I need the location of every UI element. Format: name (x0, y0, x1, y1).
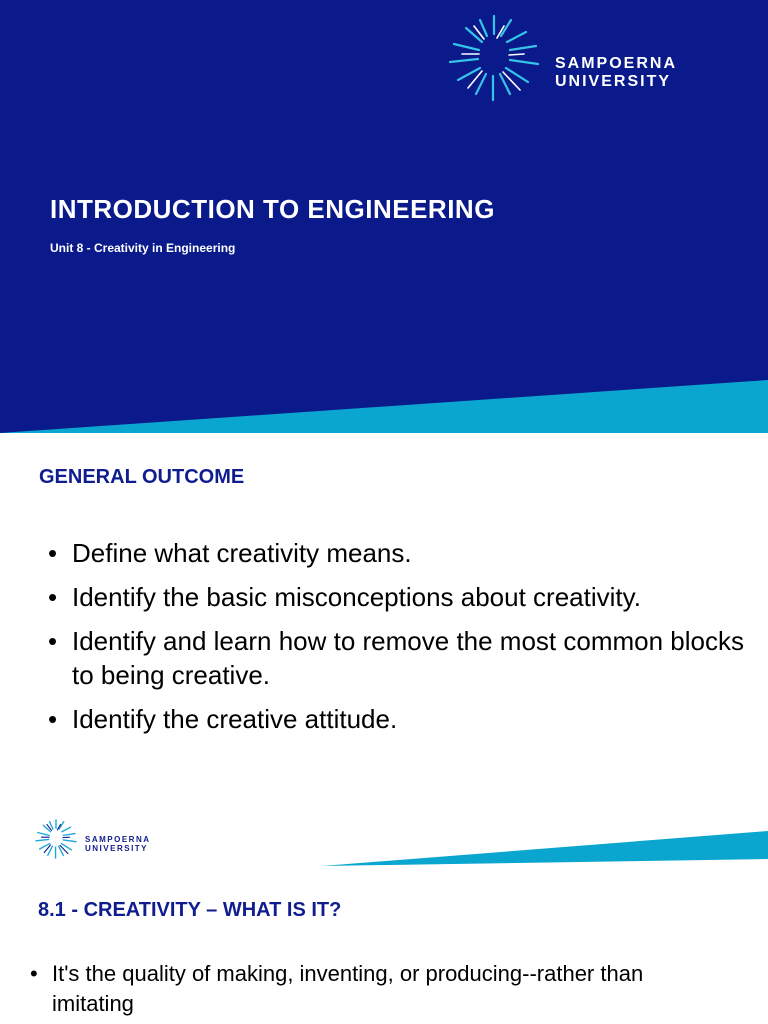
wordmark-line-1: SAMPOERNA (85, 835, 151, 844)
list-item (48, 536, 748, 570)
bullet-icon: • (48, 704, 58, 734)
starburst-logo-icon (34, 819, 78, 859)
creativity-slide (0, 805, 768, 1024)
wordmark-line-2: UNIVERSITY (555, 73, 672, 90)
bullet-icon: • (30, 961, 38, 986)
wordmark-line-1: SAMPOERNA (555, 55, 678, 72)
list-item (48, 702, 748, 736)
bullet-text: Identify and learn how to remove the most common blocks to being creative. (72, 626, 744, 690)
list-item (30, 959, 730, 1019)
wordmark-line-2: UNIVERSITY (85, 844, 149, 853)
bullet-icon: • (48, 582, 58, 612)
outcome-slide (0, 433, 768, 781)
bullet-icon: • (48, 538, 58, 568)
bullet-list (30, 959, 730, 1024)
section-heading: 8.1 - CREATIVITY – WHAT IS IT? (38, 899, 342, 921)
starburst-logo-icon (446, 14, 542, 102)
list-item (48, 624, 748, 692)
slide-subtitle: Unit 8 - Creativity in Engineering (50, 241, 236, 255)
bullet-text: It's the quality of making, inventing, or producing--rather than imitating (52, 961, 644, 1016)
title-slide (0, 0, 768, 433)
bullet-list (48, 536, 748, 746)
bullet-text: Define what creativity means. (72, 538, 412, 568)
university-wordmark (555, 55, 677, 91)
section-heading: GENERAL OUTCOME (39, 466, 245, 488)
slide-title: INTRODUCTION TO ENGINEERING (50, 194, 495, 224)
bullet-icon: • (48, 626, 58, 656)
university-wordmark (85, 835, 151, 853)
list-item (48, 580, 748, 614)
bullet-text: Identify the basic misconceptions about creativity. (72, 582, 641, 612)
bullet-text: Identify the creative attitude. (72, 704, 398, 734)
